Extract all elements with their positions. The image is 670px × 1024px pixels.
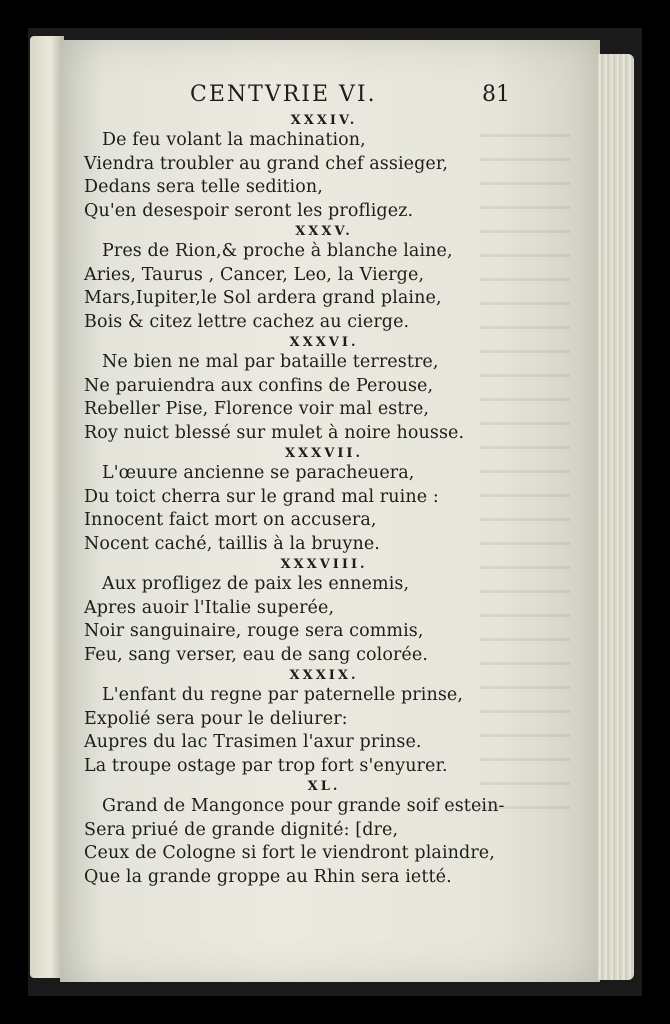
verse-line: Ceux de Cologne si fort le viendront plaindre, [84,843,495,863]
verse-line: Du toict cherra sur le grand mal ruine : [84,486,439,507]
verse-line: Mars,Iupiter,le Sol ardera grand plaine, [84,288,442,308]
verse-line: Aux profligez de paix les ennemis, [102,574,410,594]
quatrain-numeral: XXXV. [295,224,353,239]
verse-line: Ne bien ne mal par bataille terrestre, [102,352,439,372]
left-page-edge [30,36,64,978]
verse-line: Expolié sera pour le deliurer: [84,708,348,729]
verse-line: Pres de Rion,& proche à blanche laine, [102,241,453,261]
verse-line: Nocent caché, taillis à la bruyne. [84,533,380,554]
verse-line: De feu volant la machination, [102,130,366,150]
running-head: CENTVRIE VI. [190,82,377,107]
quatrain [84,223,524,334]
verse-line: Dedans sera telle sedition, [84,177,323,197]
verse-line: Viendra troubler au grand chef assieger, [84,153,449,174]
verse-line: Grand de Mangonce pour grande soif estein- [102,796,505,816]
verse-line: Feu, sang verser, eau de sang colorée. [84,644,429,665]
verse-line: Ne paruiendra aux confins de Perouse, [84,375,434,396]
verse-line: Aries, Taurus , Cancer, Leo, la Vierge, [84,264,425,285]
verse-line: L'œuure ancienne se paracheuera, [102,463,415,483]
quatrain-numeral: XXXVII. [284,446,364,461]
verse-line: La troupe ostage par trop fort s'enyurer. [84,755,448,776]
quatrain-numeral: XXXVIII. [280,557,368,572]
verse-line: Que la grande groppe au Rhin sera ietté. [84,866,452,887]
verse-line: Sera priué de grande dignité: [dre, [84,819,399,840]
quatrain [84,112,524,223]
quatrain-numeral: XXXIV. [290,113,358,128]
page-stack-edge [598,54,634,980]
verse-line: Aupres du lac Trasimen l'axur prinse. [84,732,422,752]
verse-column [84,112,524,889]
verse-line: Noir sanguinaire, rouge sera commis, [84,621,424,641]
quatrain-numeral: XXXVI. [289,335,359,350]
verse-line: Roy nuict blessé sur mulet à noire housse. [84,422,465,443]
verse-line: Qu'en desespoir seront les profligez. [84,200,414,221]
verse-line: Bois & citez lettre cachez au cierge. [84,311,410,332]
quatrain [84,556,524,667]
verse-line: L'enfant du regne par paternelle prinse, [102,685,464,705]
quatrain [84,667,524,778]
page-header [120,80,510,112]
verse-line: Innocent faict mort on accusera, [84,510,377,530]
verse-line: Apres auoir l'Italie superée, [84,597,335,618]
quatrain [84,445,524,556]
quatrain [84,778,524,889]
quatrain [84,334,524,445]
quatrain-numeral: XL. [307,779,341,794]
verse-line: Rebeller Pise, Florence voir mal estre, [84,399,430,419]
quatrain-numeral: XXXIX. [289,668,359,683]
page-number: 81 [482,82,510,107]
